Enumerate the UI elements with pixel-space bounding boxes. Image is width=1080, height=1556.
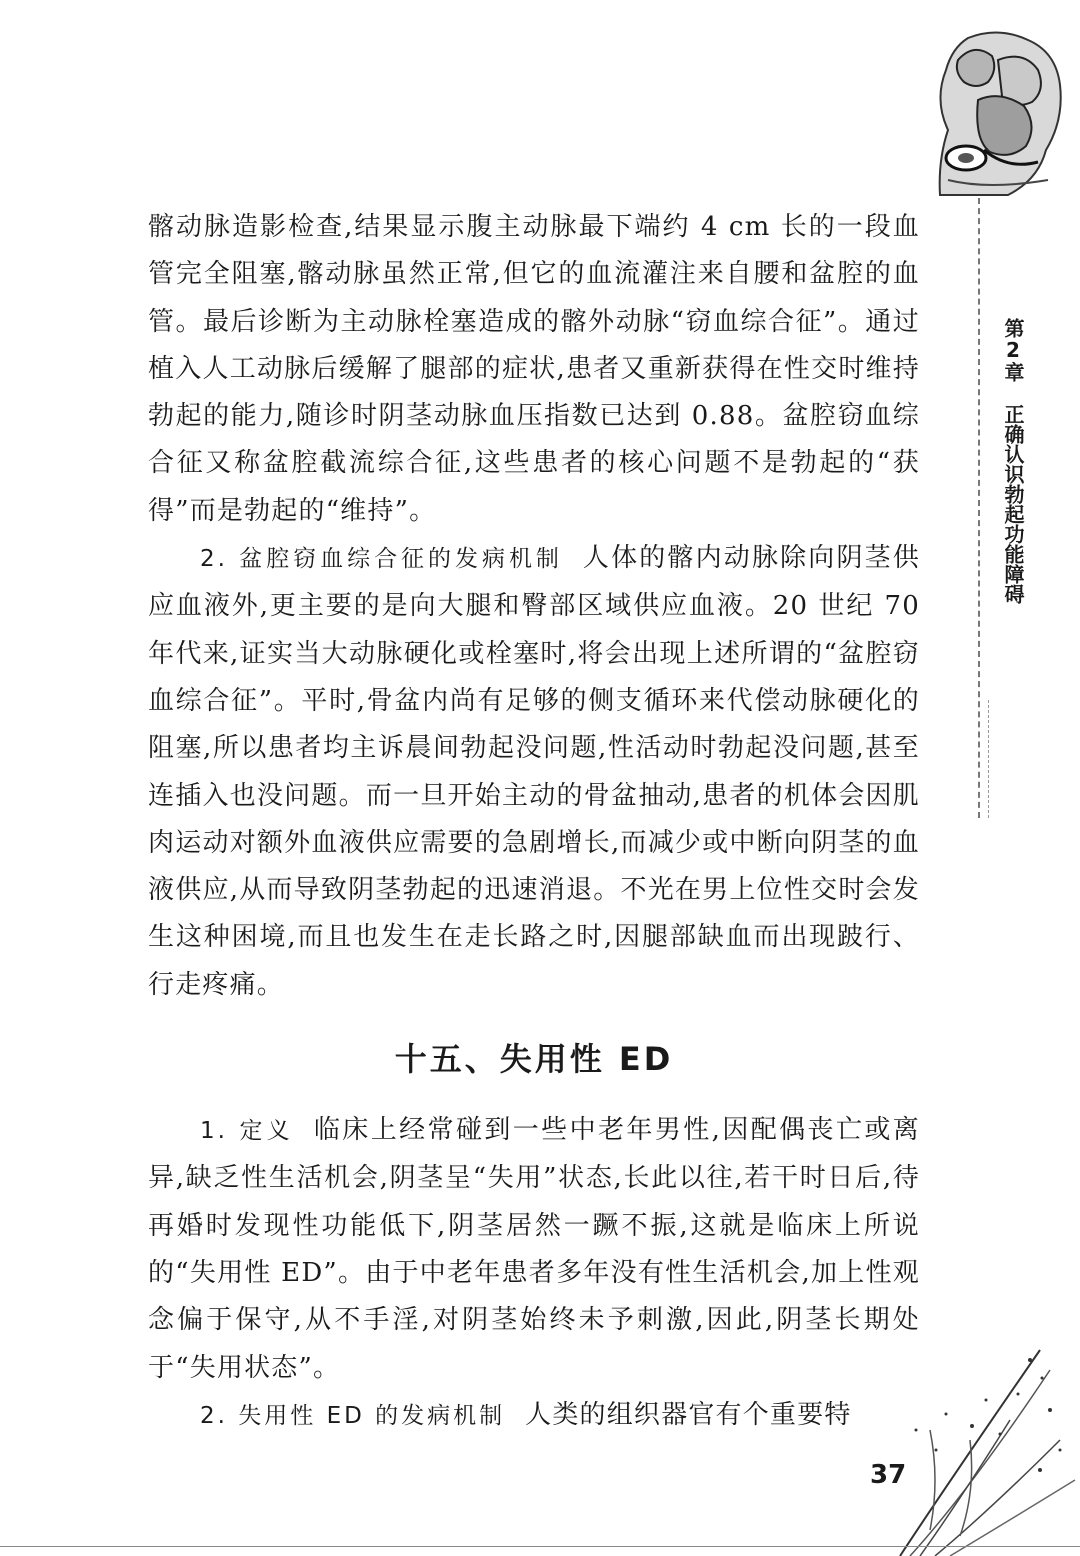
chapter-title-label: 正确认识勃起功能障碍	[1001, 404, 1025, 604]
margin-rule	[978, 198, 980, 818]
paragraph-mechanism	[148, 1392, 920, 1440]
mechanism-title: 2. 失用性 ED 的发病机制	[200, 1402, 506, 1429]
paragraph-pelvic-steal-mechanism	[148, 535, 920, 1009]
chapter-tab	[984, 318, 1024, 604]
paragraph-definition	[148, 1107, 920, 1392]
paragraph-continued: 髂动脉造影检查,结果显示腹主动脉最下端约 4 cm 长的一段血管完全阻塞,髂动脉虽然正常,但它的血流灌注来自腰和盆腔的血管。最后诊断为主动脉栓塞造成的髂外动脉“窃血综合征”。通过植入人工动脉后缓解了腿部的症状,患者又重新获得在性交时维持勃起的能力,随诊时阴茎动脉血压指数已达到 0.88。盆腔窃血综合征又称盆腔截流综合征,这些患者的核心问题不是勃起的“获得”而是勃起的“维持”。	[148, 212, 920, 526]
page-number: 37	[870, 1460, 907, 1490]
bottom-rule	[0, 1546, 1080, 1547]
subsection-title: 2. 盆腔窃血综合征的发病机制	[200, 546, 563, 573]
genie-illustration	[928, 30, 1068, 200]
body-text	[148, 204, 920, 1440]
section-heading: 十五、失用性 ED	[394, 1040, 674, 1079]
margin-rule-secondary	[988, 700, 989, 818]
definition-text: 临床上经常碰到一些中老年男性,因配偶丧亡或离异,缺乏性生活机会,阴茎呈“失用”状态,长此以往,若干时日后,待再婚时发现性功能低下,阴茎居然一蹶不振,这就是临床上所说的“失用性 ED”。由于中老年患者多年没有性生活机会,加上性观念偏于保守,从不手淫,对阴茎始终未予刺激,因此,阴茎长期处于“失用状态”。	[148, 1115, 920, 1383]
chapter-number-label: 第2章	[1001, 318, 1025, 382]
grass-decoration	[890, 1330, 1080, 1556]
subsection-text: 人体的髂内动脉除向阴茎供应血液外,更主要的是向大腿和臀部区域供应血液。20 世纪 70 年代来,证实当大动脉硬化或栓塞时,将会出现上述所谓的“盆腔窃血综合征”。平时,骨盆内尚有足够的侧支循环来代偿动脉硬化的阻塞,所以患者均主诉晨间勃起没问题,性活动时勃起没问题,甚至连插入也没问题。而一旦开始主动的骨盆抽动,患者的机体会因肌肉运动对额外血液供应需要的急剧增长,而减少或中断向阴茎的血液供应,从而导致阴茎勃起的迅速消退。不光在男上位性交时会发生这种困境,而且也发生在走长路之时,因腿部缺血而出现跛行、行走疼痛。	[148, 543, 920, 1000]
definition-title: 1. 定义	[200, 1118, 294, 1145]
mechanism-text: 人类的组织器官有个重要特	[525, 1399, 852, 1430]
